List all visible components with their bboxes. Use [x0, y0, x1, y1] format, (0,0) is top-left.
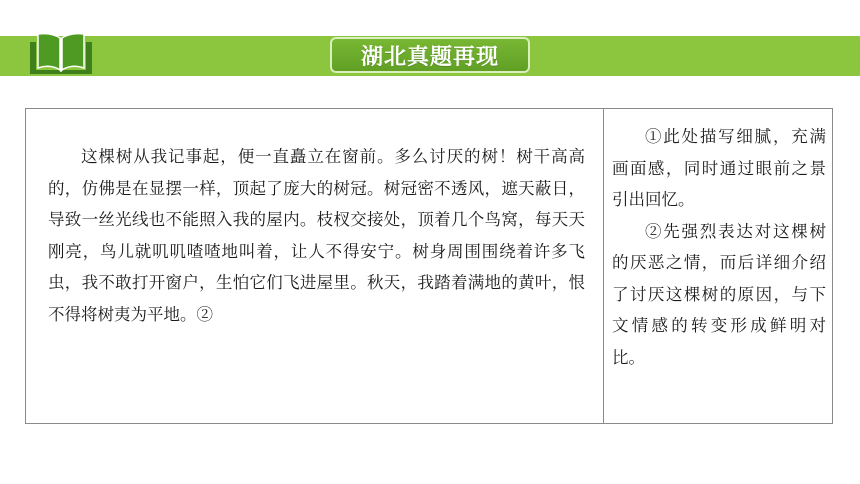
title-badge [330, 37, 530, 73]
page-title: 湖北真题再现 [360, 44, 499, 70]
note-1: ①此处描写细腻，充满画面感，同时通过眼前之景引出回忆。 [612, 127, 826, 209]
notes-cell [604, 109, 832, 423]
passage-text: 这棵树从我记事起，便一直矗立在窗前。多么讨厌的树！树干高高的，仿佛是在显摆一样，顶起了庞大的树冠。树冠密不透风，遮天蔽日，导致一丝光线也不能照入我的屋内。枝杈交接处，顶着几个鸟窝，每天天刚亮，鸟儿就叽叽喳喳地叫着，让人不得安宁。树身周围围绕着许多飞虫，我不敢打开窗户，生怕它们飞进屋里。秋天，我踏着满地的黄叶，恨不得将树夷为平地。② [48, 147, 585, 324]
book-icon [26, 28, 96, 78]
passage-cell [26, 109, 604, 423]
passage-table [25, 108, 833, 424]
header-banner [0, 36, 860, 76]
note-2: ②先强烈表达对这棵树的厌恶之情，而后详细介绍了讨厌这棵树的原因，与下文情感的转变形成鲜明对比。 [612, 221, 826, 367]
